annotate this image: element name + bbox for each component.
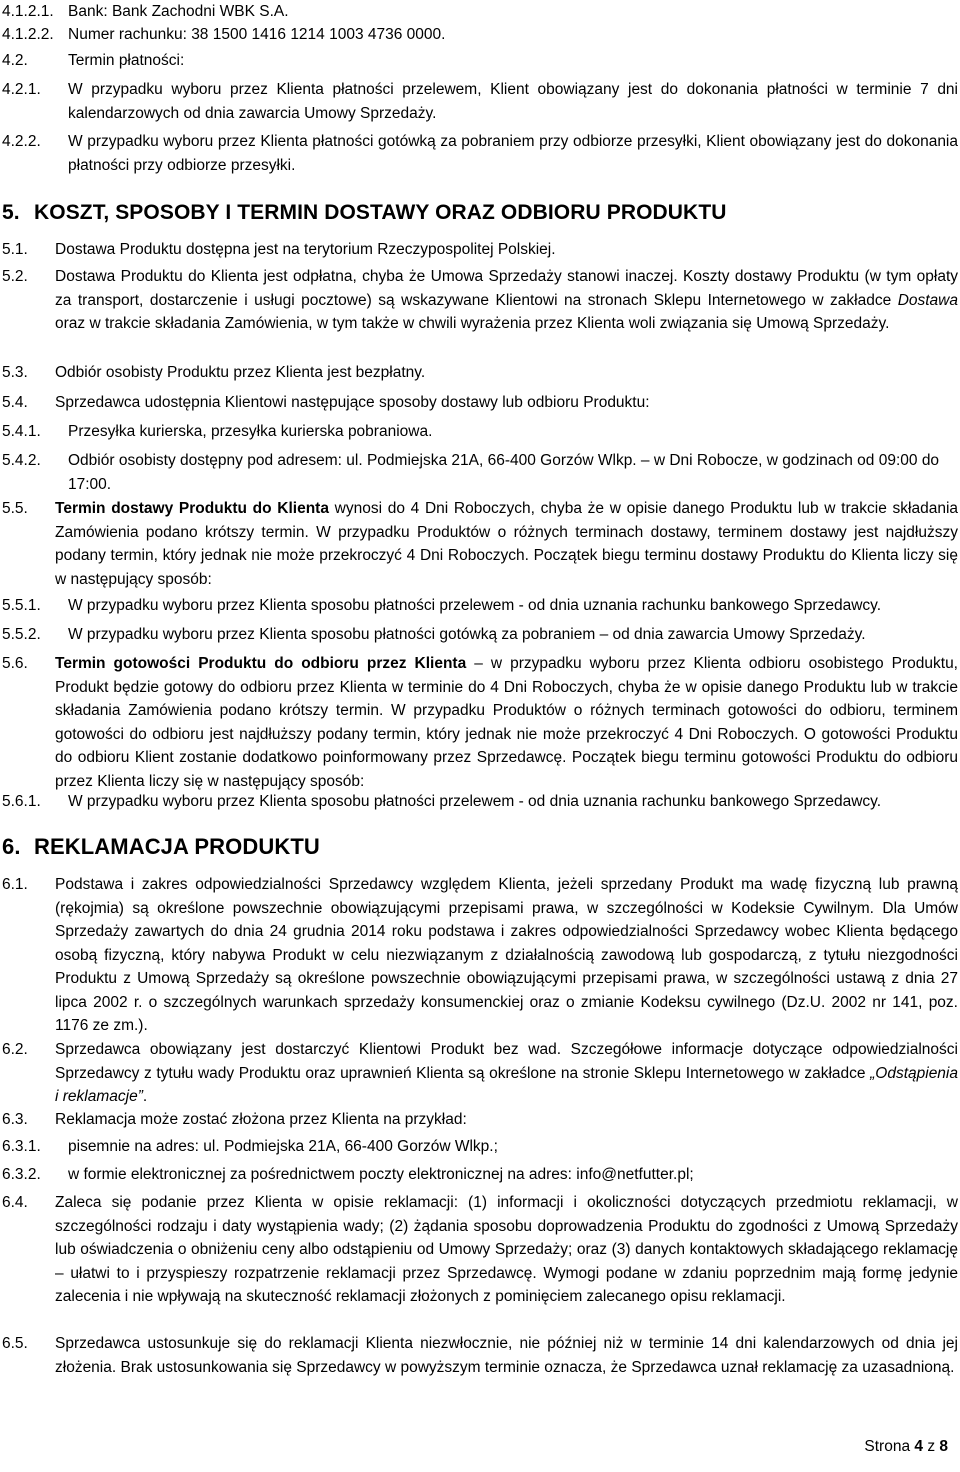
clause-text: Sprzedawca ustosunkuje się do reklamacji Klienta niezwłocznie, nie później niż w terminie 14 dni kalendarzowych od dnia jej złożenia. Brak ustosunkowania się Sprzedawcy w powyższym terminie oznacza, że Sprzedawca uznał reklamację za uzasadnioną.	[55, 1335, 958, 1376]
clause-4-2-1	[2, 78, 958, 125]
clause-5-3	[2, 361, 958, 385]
section-heading-6	[2, 833, 958, 861]
clause-5-4	[2, 391, 958, 415]
clause-text: W przypadku wyboru przez Klienta płatności przelewem, Klient obowiązany jest do dokonania płatności w terminie 7 dni kalendarzowych od dnia zawarcia Umowy Sprzedaży.	[68, 81, 958, 122]
clause-number: 5.6.	[2, 655, 28, 672]
clause-5-4-2	[2, 449, 958, 496]
clause-6-1	[2, 873, 958, 1038]
clause-text: Zaleca się podanie przez Klienta w opisie reklamacji: (1) informacji i okoliczności dotyczących przedmiotu reklamacji, w szczególności rodzaju i daty wystąpienia wady; (2) żądania sposobu doprowadzenia Produktu do zgodności z Umową Sprzedaży lub oświadczenia o obniżeniu ceny albo odstąpieniu od Umowy Sprzedaży; oraz (3) danych kontaktowych składającego reklamację – ułatwi to i przyspieszy rozpatrzenie reklamacji przez Sprzedawcę. Wymogi podane w zdaniu poprzednim mają formę jedynie zalecenia i nie wpływają na skuteczność reklamacji złożonych z pominięciem zalecanego opisu reklamacji.	[55, 1194, 958, 1305]
clause-number: 6.3.	[2, 1111, 28, 1128]
clause-text: w formie elektronicznej za pośrednictwem poczty elektronicznej na adres: info@netfutter.pl;	[68, 1166, 694, 1183]
section-title: REKLAMACJA PRODUKTU	[34, 834, 320, 859]
clause-4-2-2	[2, 130, 958, 177]
page-footer	[864, 1438, 948, 1456]
page-total: 8	[939, 1438, 948, 1455]
clause-text: Termin gotowości Produktu do odbioru przez Klienta – w przypadku wyboru przez Klienta odbioru osobistego Produktu, Produkt będzie gotowy do odbioru przez Klienta w terminie do 4 Dni Roboczych, chyba że w opisie danego Produktu lub w trakcie składania Zamówienia podano krótszy termin. W przypadku Produktów o różnych terminach gotowości do odbioru, terminem gotowości do odbioru jest najdłuższy podany termin, który jednak nie może przekroczyć 4 Dni Roboczych. O gotowości Produktu do odbioru Klient zostanie dodatkowo poinformowany przez Sprzedawcę. Początek biegu terminu gotowości Produktu do odbioru przez Klienta liczy się w następujący sposób:	[55, 655, 958, 790]
clause-text: Dostawa Produktu dostępna jest na terytorium Rzeczypospolitej Polskiej.	[55, 241, 556, 258]
clause-text: Numer rachunku: 38 1500 1416 1214 1003 4736 0000.	[68, 26, 446, 43]
clause-text: Dostawa Produktu do Klienta jest odpłatna, chyba że Umowa Sprzedaży stanowi inaczej. Koszty dostawy Produktu (w tym opłaty za transport, dostarczenie i usługi pocztowe) są wskazywane Klientowi na stronach Sklepu Internetowego w zakładce Dostawa oraz w trakcie składania Zamówienia, w tym także w chwili wyrażenia przez Klienta woli związania się Umową Sprzedaży.	[55, 268, 958, 332]
clause-number: 6.5.	[2, 1335, 28, 1352]
clause-text: W przypadku wyboru przez Klienta sposobu płatności przelewem - od dnia uznania rachunku bankowego Sprzedawcy.	[68, 597, 882, 614]
clause-number: 4.1.2.2.	[2, 26, 54, 43]
page-separator: z	[927, 1438, 936, 1455]
clause-5-5-2	[2, 623, 958, 647]
clause-5-4-1	[2, 420, 958, 444]
clause-number: 4.2.1.	[2, 81, 41, 98]
clause-number: 4.2.2.	[2, 133, 41, 150]
clause-text: Sprzedawca obowiązany jest dostarczyć Klientowi Produkt bez wad. Szczegółowe informacje dotyczące odpowiedzialności Sprzedawcy z tytułu wady Produktu oraz uprawnień Klienta są określone na stronie Sklepu Internetowego w zakładce „Odstąpienia i reklamacje”.	[55, 1041, 958, 1105]
clause-6-3-2	[2, 1163, 958, 1187]
clause-number: 5.5.	[2, 500, 28, 517]
clause-5-2	[2, 265, 958, 336]
clause-number: 5.3.	[2, 364, 28, 381]
clause-text: Termin płatności:	[68, 52, 185, 69]
clause-text: Termin dostawy Produktu do Klienta wynosi do 4 Dni Roboczych, chyba że w opisie danego Produktu lub w trakcie składania Zamówienia podano krótszy termin. W przypadku Produktów o różnych terminach dostawy, terminem dostawy jest najdłuższy podany termin, który jednak nie może przekroczyć 4 Dni Roboczych. Początek biegu terminu dostawy Produktu do Klienta liczy się w następujący sposób:	[55, 500, 959, 588]
clause-number: 5.4.2.	[2, 452, 41, 469]
clause-5-5-1	[2, 594, 958, 618]
clause-5-5	[2, 497, 958, 591]
clause-text: W przypadku wyboru przez Klienta płatności gotówką za pobraniem przy odbiorze przesyłki, Klient obowiązany jest do dokonania płatności przy odbiorze przesyłki.	[68, 133, 958, 174]
clause-number: 5.4.	[2, 394, 28, 411]
tab-reference-odstapienia: „Odstąpienia i reklamacje”	[55, 1064, 958, 1105]
clause-text: Odbiór osobisty Produktu przez Klienta jest bezpłatny.	[55, 364, 426, 381]
page-label: Strona	[864, 1438, 911, 1455]
clause-number: 6.1.	[2, 876, 28, 893]
clause-number: 6.3.1.	[2, 1138, 41, 1155]
clause-number: 5.1.	[2, 241, 28, 258]
clause-6-4	[2, 1191, 958, 1309]
clause-6-3	[2, 1108, 958, 1132]
clause-text: Odbiór osobisty dostępny pod adresem: ul. Podmiejska 21A, 66-400 Gorzów Wlkp. – w Dni Robocze, w godzinach od 09:00 do 17:00.	[68, 452, 940, 493]
tab-reference-dostawa: Dostawa	[897, 291, 958, 309]
section-heading-5	[2, 200, 958, 226]
clause-number: 4.1.2.1.	[2, 3, 54, 20]
section-title: KOSZT, SPOSOBY I TERMIN DOSTAWY ORAZ ODBIORU PRODUKTU	[34, 201, 727, 224]
clause-number: 5.5.2.	[2, 626, 41, 643]
section-number: 6.	[2, 834, 21, 859]
clause-number: 6.2.	[2, 1041, 28, 1058]
clause-text: Bank: Bank Zachodni WBK S.A.	[68, 3, 289, 20]
clause-text: Sprzedawca udostępnia Klientowi następujące sposoby dostawy lub odbioru Produktu:	[55, 394, 650, 411]
page-number: 4	[914, 1438, 923, 1455]
clause-number: 5.6.1.	[2, 793, 41, 810]
clause-4-2	[2, 49, 958, 73]
clause-4-1-2-2	[2, 23, 958, 47]
clause-6-3-1	[2, 1135, 958, 1159]
clause-text: W przypadku wyboru przez Klienta sposobu płatności gotówką za pobraniem – od dnia zawarcia Umowy Sprzedaży.	[68, 626, 866, 643]
clause-text: pisemnie na adres: ul. Podmiejska 21A, 66-400 Gorzów Wlkp.;	[68, 1138, 498, 1155]
clause-text: Podstawa i zakres odpowiedzialności Sprzedawcy względem Klienta, jeżeli sprzedany Produkt ma wadę fizyczną lub prawną (rękojmia) są określone powszechnie obowiązującymi przepisami prawa, w szczególności w Kodeksie Cywilnym. Dla Umów Sprzedaży zawartych do dnia 24 grudnia 2014 roku podstawa i zakres odpowiedzialności Sprzedawcy wobec Klienta będącego osobą fizyczną, który nabywa Produkt w celu niezwiązanym z działalnością zawodową lub gospodarczą, z tytułu niezgodności Produktu z Umową Sprzedaży są określone powszechnie obowiązującymi przepisami prawa, w szczególności ustawą z dnia 27 lipca 2002 r. o szczególnych warunkach sprzedaży konsumenckiej oraz o zmianie Kodeksu cywilnego (Dz.U. 2002 nr 141, poz. 1176 ze zm.).	[55, 876, 958, 1034]
clause-5-1	[2, 238, 958, 262]
clause-number: 5.5.1.	[2, 597, 41, 614]
clause-text: Reklamacja może zostać złożona przez Klienta na przykład:	[55, 1111, 467, 1128]
clause-5-6-1	[2, 790, 958, 814]
clause-text: Przesyłka kurierska, przesyłka kurierska pobraniowa.	[68, 423, 433, 440]
clause-6-2	[2, 1038, 958, 1109]
clause-4-1-2-1	[2, 0, 958, 24]
clause-number: 4.2.	[2, 52, 28, 69]
clause-5-6	[2, 652, 958, 793]
clause-number: 6.4.	[2, 1194, 28, 1211]
clause-number: 5.4.1.	[2, 423, 41, 440]
section-number: 5.	[2, 201, 20, 224]
clause-number: 5.2.	[2, 268, 28, 285]
clause-number: 6.3.2.	[2, 1166, 41, 1183]
clause-6-5	[2, 1332, 958, 1379]
clause-text: W przypadku wyboru przez Klienta sposobu płatności przelewem - od dnia uznania rachunku bankowego Sprzedawcy.	[68, 793, 882, 810]
